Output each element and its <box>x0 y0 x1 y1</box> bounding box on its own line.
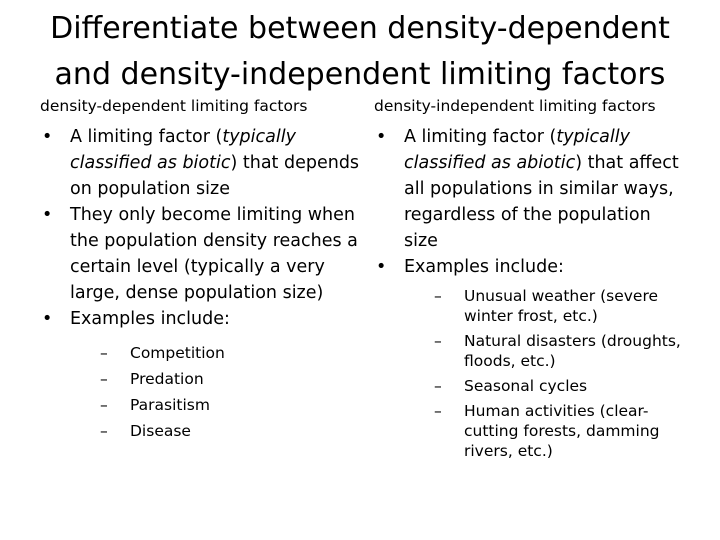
title-line-1: Differentiate between density-dependent <box>50 11 670 46</box>
list-item <box>404 376 684 396</box>
density-dependent-bullets <box>40 124 362 444</box>
bullet-text-italic: typically classified as abiotic <box>404 127 630 173</box>
list-item <box>70 392 362 418</box>
example-text: Parasitism <box>130 396 210 414</box>
bullet-icon: • <box>42 205 53 225</box>
dash-icon: – <box>100 344 108 362</box>
dash-icon: – <box>434 402 442 420</box>
density-dependent-column <box>40 96 362 444</box>
bullet-icon: • <box>376 127 387 147</box>
list-item <box>40 124 362 202</box>
bullet-text: They only become limiting when the population density reaches a certain level (typically a very large, dense population size) <box>70 205 358 303</box>
density-independent-column <box>374 96 684 466</box>
density-independent-heading: density-independent limiting factors <box>374 97 656 115</box>
bullet-text: Examples include: <box>70 309 230 329</box>
bullet-text-pre: A limiting factor ( <box>70 127 223 147</box>
example-text: Predation <box>130 370 204 388</box>
list-item <box>374 254 684 461</box>
slide-title <box>20 6 700 98</box>
example-text: Unusual weather (severe winter frost, etc.) <box>464 287 659 325</box>
list-item <box>404 286 684 326</box>
bullet-icon: • <box>376 257 387 277</box>
list-item <box>40 306 362 444</box>
dash-icon: – <box>100 396 108 414</box>
bullet-text-post: ) that depends on population size <box>70 153 360 199</box>
example-text: Seasonal cycles <box>464 377 588 395</box>
dash-icon: – <box>434 287 442 305</box>
dash-icon: – <box>100 422 108 440</box>
list-item <box>40 202 362 306</box>
density-dependent-heading: density-dependent limiting factors <box>40 97 308 115</box>
list-item <box>70 340 362 366</box>
list-item <box>404 401 684 461</box>
list-item <box>404 331 684 371</box>
example-text: Disease <box>130 422 191 440</box>
dash-icon: – <box>434 332 442 350</box>
bullet-text-post: ) that affect all populations in similar ways, regardless of the population size <box>404 153 679 251</box>
example-text: Competition <box>130 344 225 362</box>
list-item <box>70 366 362 392</box>
list-item <box>70 418 362 444</box>
dash-icon: – <box>434 377 442 395</box>
example-text: Human activities (clear-cutting forests, damming rivers, etc.) <box>464 402 660 460</box>
density-independent-bullets <box>374 124 684 461</box>
density-independent-examples <box>404 286 684 461</box>
bullet-icon: • <box>42 309 53 329</box>
example-text: Natural disasters (droughts, floods, etc.) <box>464 332 681 370</box>
title-line-2: and density-independent limiting factors <box>54 57 666 92</box>
bullet-text-italic: typically classified as biotic <box>70 127 296 173</box>
list-item <box>374 124 684 254</box>
bullet-text: Examples include: <box>404 257 564 277</box>
dash-icon: – <box>100 370 108 388</box>
bullet-text-pre: A limiting factor ( <box>404 127 557 147</box>
bullet-icon: • <box>42 127 53 147</box>
density-dependent-examples <box>70 340 362 444</box>
